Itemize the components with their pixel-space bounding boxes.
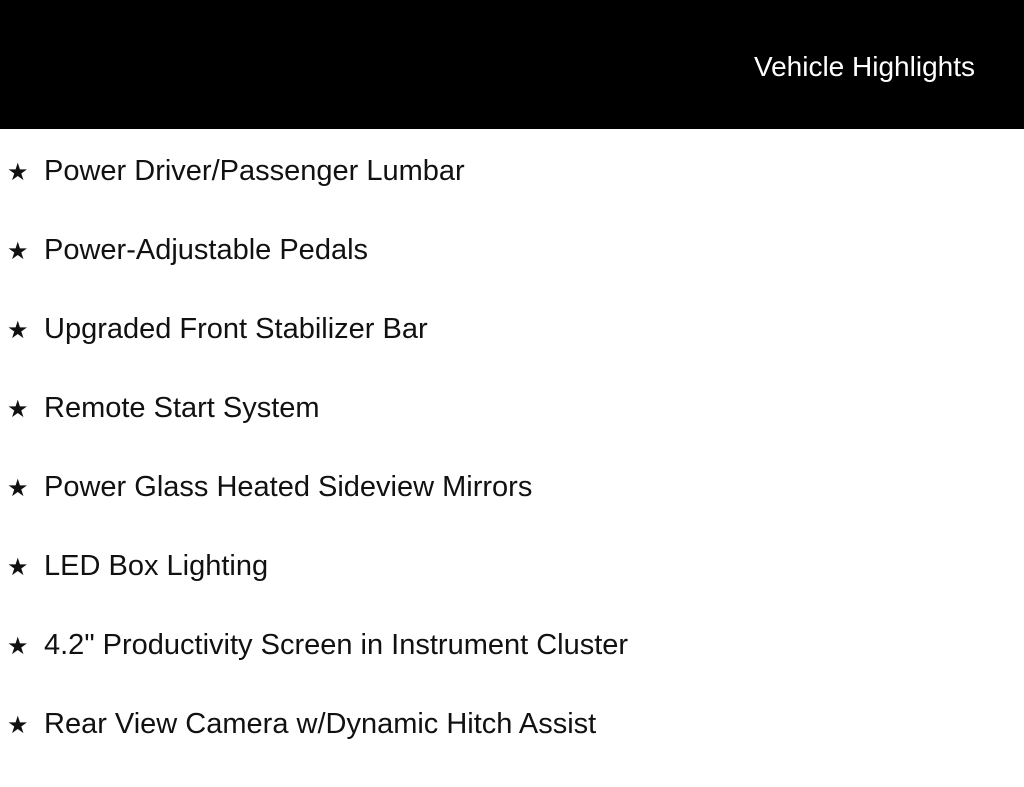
- list-item: [0, 313, 1024, 346]
- page-title: Vehicle Highlights: [753, 51, 975, 82]
- list-item-label: Upgraded Front Stabilizer Bar: [44, 313, 428, 345]
- highlight-list: [0, 129, 1024, 787]
- list-item: [0, 708, 1024, 741]
- star-icon: ★: [7, 475, 29, 502]
- list-item: [0, 234, 1024, 267]
- star-icon: ★: [7, 238, 29, 265]
- star-icon: ★: [7, 554, 29, 581]
- list-item-label: 4.2" Productivity Screen in Instrument Cluster: [44, 629, 629, 661]
- list-item: [0, 155, 1024, 188]
- list-item: [0, 550, 1024, 583]
- list-item: [0, 392, 1024, 425]
- list-item-label: Power-Adjustable Pedals: [44, 234, 369, 266]
- star-icon: ★: [7, 159, 29, 186]
- list-item: [0, 629, 1024, 662]
- star-icon: ★: [7, 317, 29, 344]
- list-item-label: Remote Start System: [44, 392, 320, 424]
- star-icon: ★: [7, 712, 29, 739]
- list-item-label: Power Glass Heated Sideview Mirrors: [44, 471, 533, 503]
- list-item-label: Rear View Camera w/Dynamic Hitch Assist: [44, 708, 597, 740]
- header-bar: [0, 0, 1024, 129]
- list-item: [0, 471, 1024, 504]
- list-item-label: LED Box Lighting: [44, 550, 269, 582]
- list-item-label: Power Driver/Passenger Lumbar: [44, 155, 465, 187]
- star-icon: ★: [7, 633, 29, 660]
- star-icon: ★: [7, 396, 29, 423]
